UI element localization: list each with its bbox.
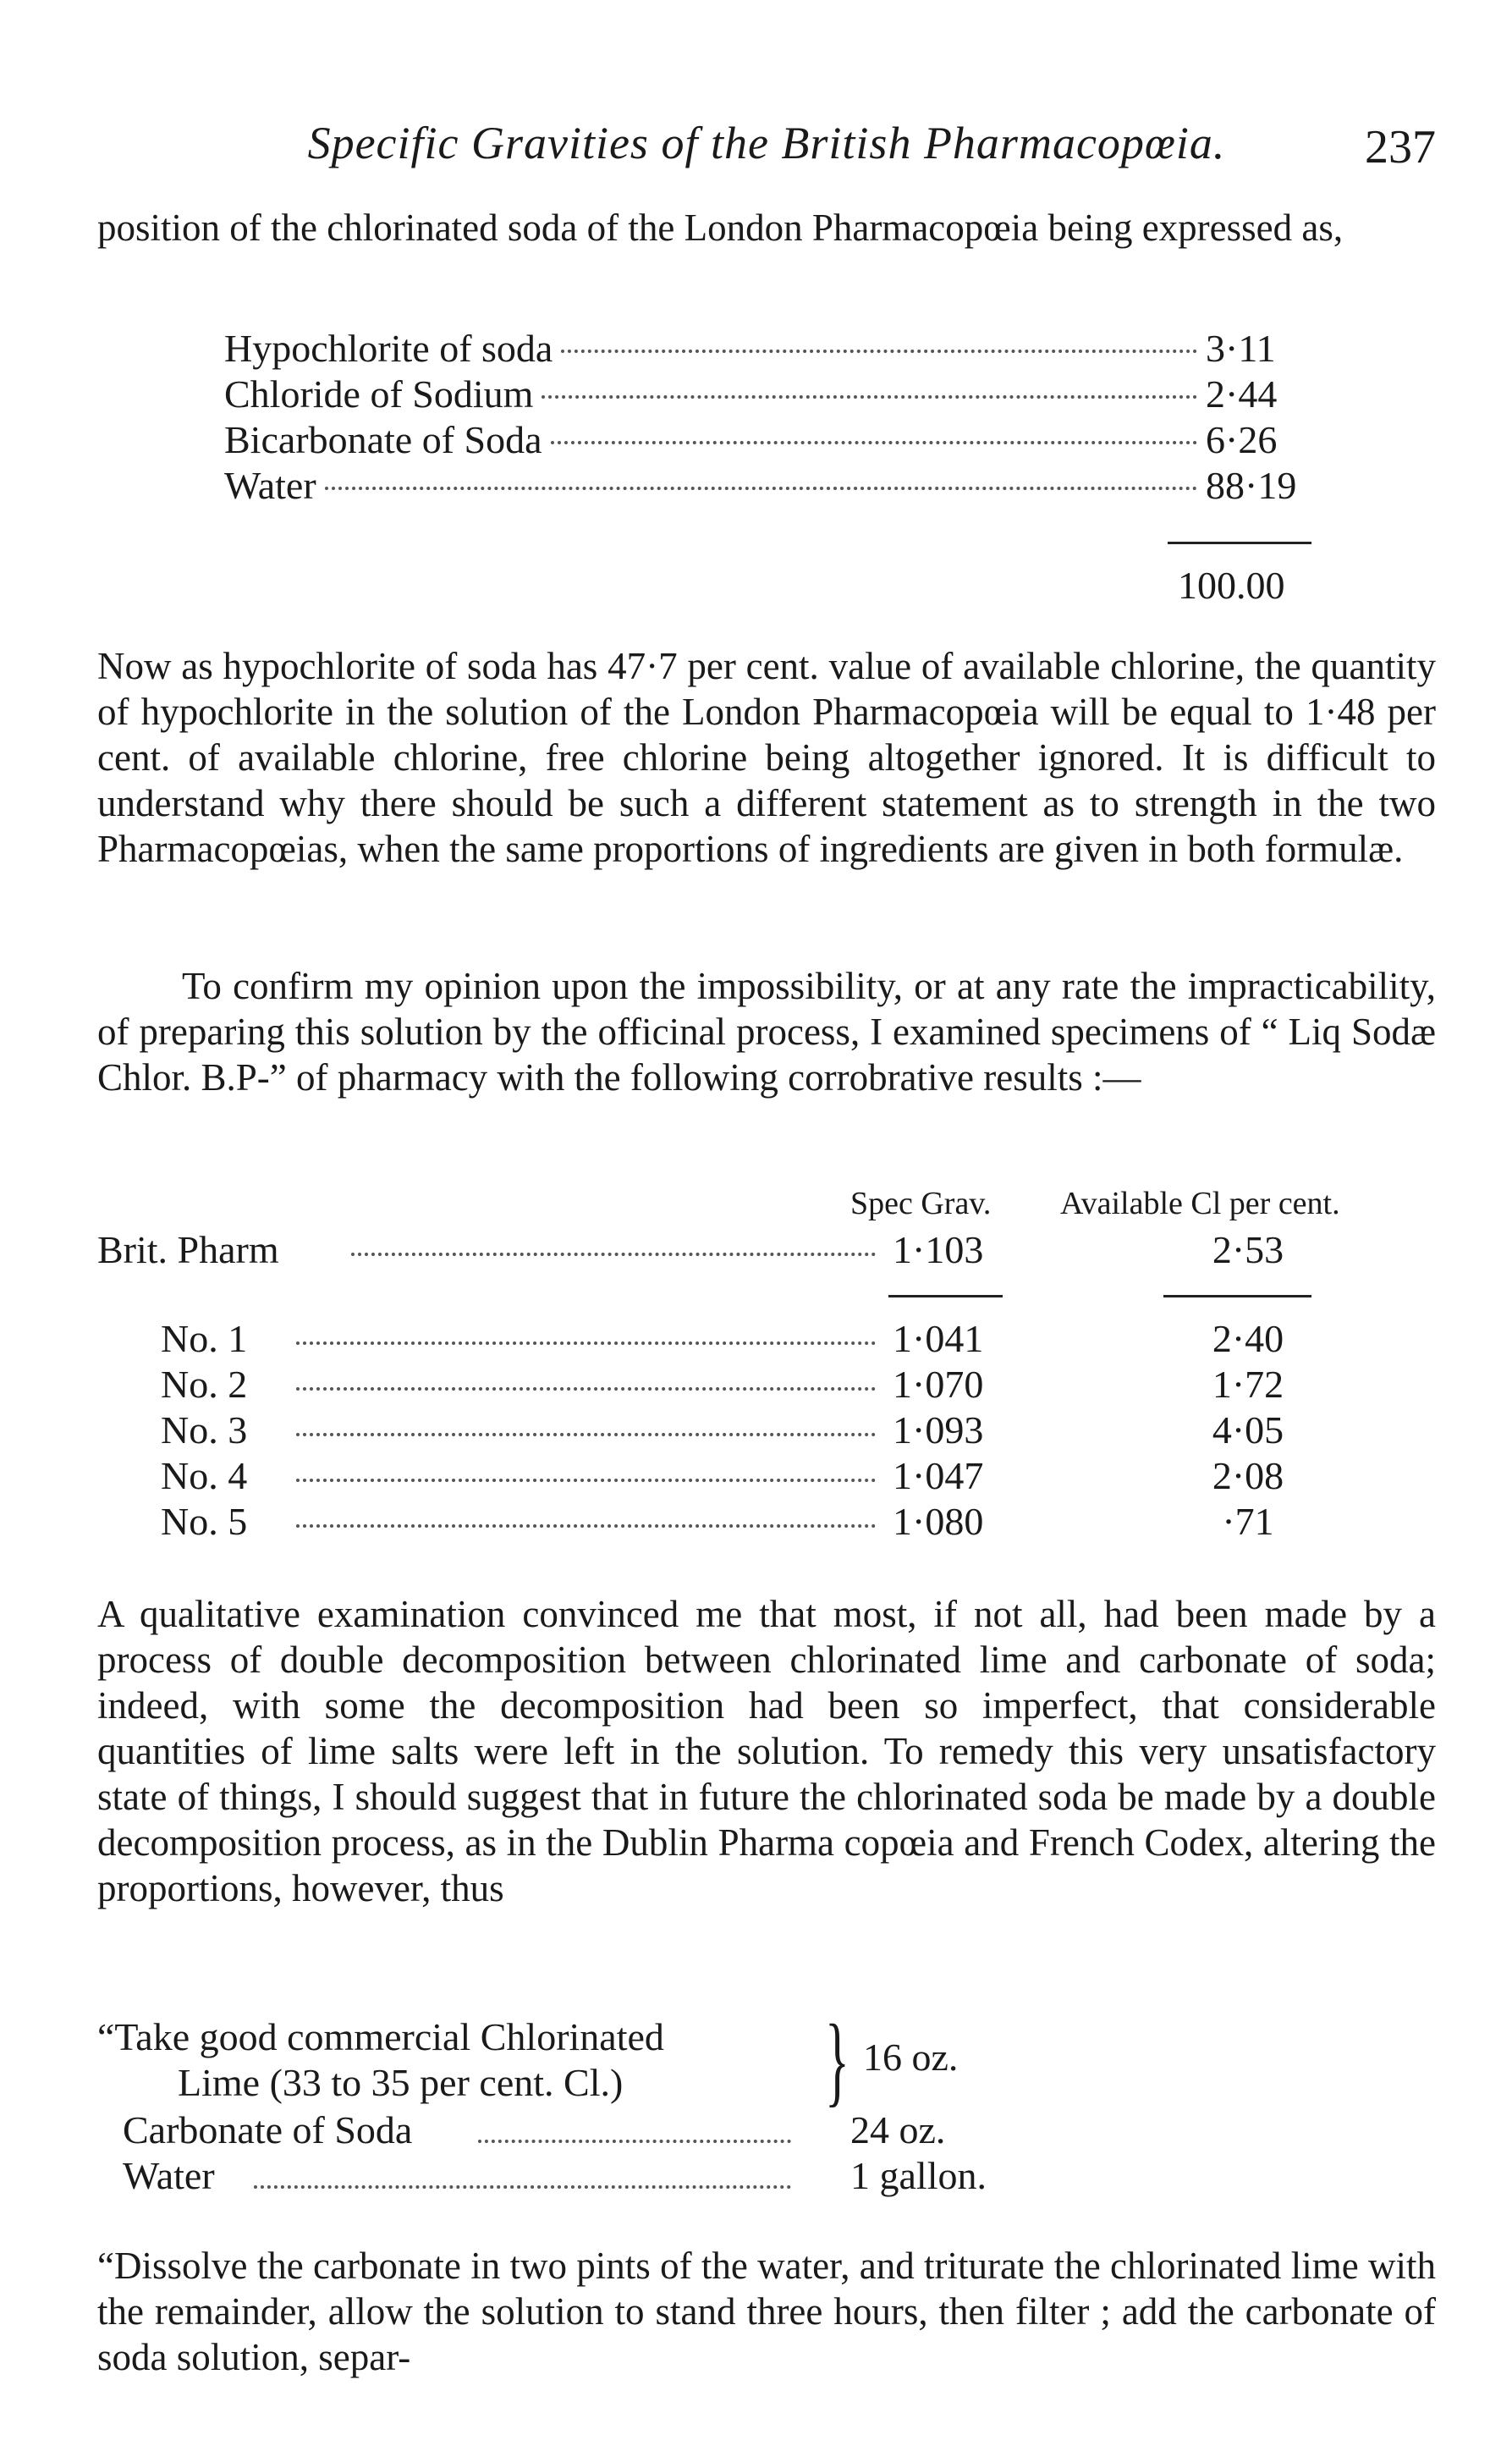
- composition-row: [224, 417, 1316, 463]
- standard-label: Brit. Pharm: [97, 1228, 279, 1271]
- carbonate-quantity: 24 oz.: [850, 2108, 946, 2151]
- paragraph-confirm: To confirm my opinion upon the impossibility, or at any rate the impracticability, of preparing this solution by the officinal process, I examined specimens of “ Liq Sodæ Chlor. B.P-” of pharmacy with the following corrobrative results :—: [97, 965, 1436, 1099]
- lime-quantity: 16 oz.: [863, 2036, 959, 2079]
- water-label: Water: [123, 2154, 215, 2197]
- leader-dots: [551, 441, 1197, 444]
- table-row: [97, 1316, 1366, 1362]
- specimen-spec-grav: 1·080: [893, 1500, 984, 1543]
- composition-row: [224, 463, 1316, 509]
- composition-label: Water: [224, 464, 316, 507]
- composition-value: 88·19: [1206, 464, 1297, 507]
- composition-label: Chloride of Sodium: [224, 372, 534, 416]
- intro-paragraph: position of the chlorinated soda of the London Pharmacopœia being expressed as,: [97, 207, 1344, 249]
- specimen-label: No. 4: [161, 1454, 248, 1497]
- leader-dots: [296, 1433, 876, 1436]
- leader-dots: [296, 1524, 876, 1528]
- specimen-available-cl: 4·05: [1212, 1408, 1284, 1452]
- leader-dots: [325, 487, 1197, 490]
- composition-value: 2·44: [1206, 372, 1278, 416]
- leader-dots: [296, 1387, 876, 1391]
- water-quantity: 1 gallon.: [850, 2154, 987, 2197]
- leader-dots: [351, 1253, 876, 1256]
- specimen-spec-grav: 1·047: [893, 1454, 984, 1497]
- table-row: [97, 1362, 1366, 1408]
- specimen-spec-grav: 1·093: [893, 1408, 984, 1452]
- recipe-line-2: Lime (33 to 35 per cent. Cl.): [178, 2061, 624, 2104]
- spec-grav-header: Spec Grav.: [850, 1186, 992, 1221]
- specimen-available-cl: 2·40: [1212, 1317, 1284, 1360]
- column-rule: [888, 1295, 1003, 1297]
- paragraph-hypochlorite: Now as hypochlorite of soda has 47·7 per cent. value of available chlorine, the quantity of hypochlorite in the solution of the London Pharmacopœia will be equal to 1·48 per cent. of available chlorine, free chlorine being altogether ignored. It is difficult to understand why there should be such a different statement as to strength in the two Pharmacopœias, when the same proportions of ingredients are given in both formulæ.: [97, 645, 1436, 870]
- paragraph-qualitative: A qualitative examination convinced me that most, if not all, had been made by a process of double decomposition between chlorinated lime and carbonate of soda; indeed, with some the decomposition had been so imperfect, that considerable quantities of lime salts were left in the solution. To remedy this very unsatisfactory state of things, I should suggest that in future the chlorinated soda be made by a double decomposition process, as in the Dublin Pharma copœia and French Codex, altering the proportions, however, thus: [97, 1593, 1436, 1909]
- composition-value: 6·26: [1206, 418, 1278, 461]
- composition-value: 3·11: [1206, 327, 1276, 370]
- standard-available-cl: 2·53: [1212, 1228, 1284, 1271]
- paragraph-dissolve: “Dissolve the carbonate in two pints of the water, and triturate the chlorinated lime with the remainder, allow the solution to stand three hours, then filter ; add the carbonate of soda solution, separ-: [97, 2245, 1436, 2378]
- standard-spec-grav: 1·103: [893, 1228, 984, 1271]
- table-row: [97, 1499, 1366, 1545]
- composition-row: [224, 372, 1316, 417]
- composition-total: 100.00: [1178, 564, 1285, 607]
- table-row: [97, 1408, 1366, 1453]
- leader-dots: [254, 2185, 791, 2189]
- table-row: [97, 1453, 1366, 1499]
- column-rule: [1163, 1295, 1311, 1297]
- leader-dots: [296, 1479, 876, 1482]
- leader-dots: [296, 1341, 876, 1345]
- page-number: 237: [1365, 121, 1436, 174]
- leader-dots: [542, 395, 1197, 399]
- specimen-available-cl: 2·08: [1212, 1454, 1284, 1497]
- sum-rule: [1168, 542, 1311, 544]
- specimen-label: No. 5: [161, 1500, 248, 1543]
- specimen-available-cl: 1·72: [1212, 1363, 1284, 1406]
- running-title: Specific Gravities of the British Pharmacopœia.: [307, 118, 1226, 168]
- carbonate-label: Carbonate of Soda: [123, 2108, 413, 2151]
- composition-label: Bicarbonate of Soda: [224, 418, 542, 461]
- leader-dots: [561, 350, 1197, 353]
- specimen-available-cl: ·71: [1222, 1500, 1274, 1543]
- composition-row: [224, 326, 1316, 372]
- specimen-spec-grav: 1·041: [893, 1317, 984, 1360]
- composition-table: [224, 326, 1316, 509]
- recipe-line-1: “Take good commercial Chlorinated: [97, 2015, 664, 2058]
- specimen-label: No. 2: [161, 1363, 248, 1406]
- available-cl-header: Available Cl per cent.: [1060, 1186, 1340, 1221]
- recipe-brace: }: [825, 2003, 849, 2116]
- leader-dots: [478, 2140, 791, 2143]
- standard-row: [97, 1227, 1366, 1273]
- composition-label: Hypochlorite of soda: [224, 327, 553, 370]
- specimen-label: No. 3: [161, 1408, 248, 1452]
- specimen-label: No. 1: [161, 1317, 248, 1360]
- page-header: [97, 117, 1436, 176]
- specimen-spec-grav: 1·070: [893, 1363, 984, 1406]
